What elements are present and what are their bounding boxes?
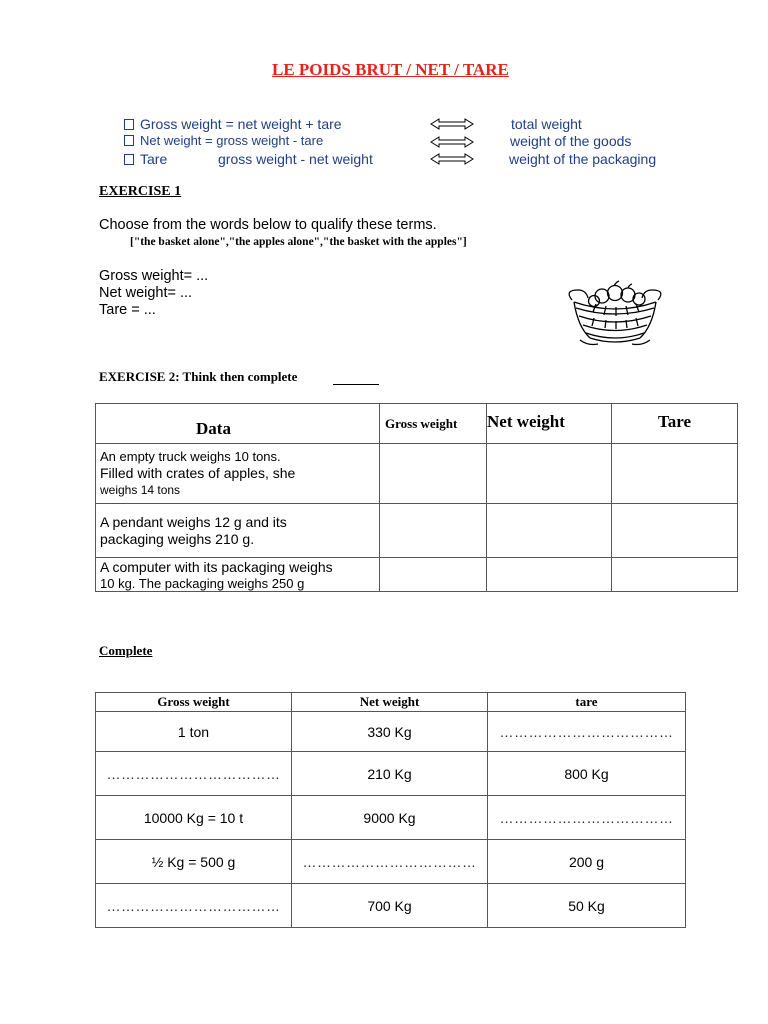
checkbox-icon: [124, 119, 134, 130]
gross-answer-cell[interactable]: [380, 504, 487, 558]
double-arrow-icon: [430, 136, 474, 148]
definition-gross-meaning: total weight: [511, 116, 582, 132]
table-row: [96, 444, 738, 504]
header-net-weight: Net weight: [487, 404, 612, 444]
checkbox-icon: [124, 154, 134, 165]
table-header-row: [96, 693, 686, 712]
definition-net-formula: Net weight = gross weight - tare: [140, 133, 324, 148]
header-gross-weight: Gross weight: [96, 693, 292, 712]
tare-answer-cell[interactable]: [612, 558, 738, 592]
row-data-line: packaging weighs 210 g.: [100, 530, 255, 547]
exercise1-heading: EXERCISE 1: [99, 184, 182, 199]
complete-heading: Complete: [99, 643, 153, 658]
definition-tare-meaning: weight of the packaging: [509, 151, 657, 167]
tare-cell: 50 Kg: [488, 884, 686, 928]
apple-basket-icon: [566, 280, 664, 356]
row-data-line: A computer with its packaging weighs: [100, 558, 333, 575]
header-data: Data: [96, 404, 380, 444]
gross-cell: ½ Kg = 500 g: [96, 840, 292, 884]
double-arrow-icon: [430, 153, 474, 165]
net-answer-cell[interactable]: [487, 444, 612, 504]
row-data-cell: [96, 504, 380, 558]
row-data-cell: [96, 444, 380, 504]
row-data-line: weighs 14 tons: [100, 483, 181, 497]
table-header-row: [96, 404, 738, 444]
gross-blank[interactable]: ………………………………: [96, 884, 292, 928]
checkbox-icon: [124, 135, 134, 146]
tare-cell: 200 g: [488, 840, 686, 884]
question-gross: Gross weight= ...: [99, 268, 209, 284]
net-answer-cell[interactable]: [487, 558, 612, 592]
exercise2-table: [95, 403, 738, 592]
header-net-weight: Net weight: [292, 693, 488, 712]
table-row: [96, 712, 686, 752]
table-row: [96, 884, 686, 928]
net-cell: 9000 Kg: [292, 796, 488, 840]
net-answer-cell[interactable]: [487, 504, 612, 558]
tare-blank[interactable]: ………………………………: [488, 796, 686, 840]
table-row: [96, 504, 738, 558]
row-data-line: An empty truck weighs 10 tons.: [100, 449, 281, 464]
definition-gross: [124, 116, 342, 132]
tare-answer-cell[interactable]: [612, 444, 738, 504]
exercise2-heading: EXERCISE 2: Think then complete: [99, 369, 298, 384]
definition-gross-formula: Gross weight = net weight + tare: [140, 116, 342, 132]
exercise1-word-choices: ["the basket alone","the apples alone","the basket with the apples"]: [130, 236, 467, 248]
definition-net-meaning: weight of the goods: [510, 133, 632, 149]
heading-underline: [333, 384, 379, 385]
tare-cell: 800 Kg: [488, 752, 686, 796]
exercise1-instruction: Choose from the words below to qualify these terms.: [99, 217, 437, 233]
net-cell: 210 Kg: [292, 752, 488, 796]
header-tare: tare: [488, 693, 686, 712]
row-data-cell: [96, 558, 380, 592]
complete-table: [95, 692, 686, 928]
page-title: LE POIDS BRUT / NET / TARE: [272, 60, 509, 79]
definition-tare: [124, 151, 167, 167]
gross-blank[interactable]: ………………………………: [96, 752, 292, 796]
table-row: [96, 840, 686, 884]
tare-blank[interactable]: ………………………………: [488, 712, 686, 752]
net-blank[interactable]: ………………………………: [292, 840, 488, 884]
question-net: Net weight= ...: [99, 285, 193, 301]
row-data-line: A pendant weighs 12 g and its: [100, 513, 287, 530]
header-tare: Tare: [612, 404, 738, 444]
definition-net: [124, 133, 323, 148]
definition-tare-formula: gross weight - net weight: [218, 151, 373, 167]
gross-answer-cell[interactable]: [380, 444, 487, 504]
row-data-line: 10 kg. The packaging weighs 250 g: [100, 575, 305, 591]
table-row: [96, 752, 686, 796]
question-tare: Tare = ...: [99, 302, 156, 318]
table-row: [96, 796, 686, 840]
row-data-line: Filled with crates of apples, she: [100, 465, 296, 481]
header-gross-weight: Gross weight: [380, 404, 487, 444]
tare-answer-cell[interactable]: [612, 504, 738, 558]
double-arrow-icon: [430, 118, 474, 130]
gross-cell: 1 ton: [96, 712, 292, 752]
gross-answer-cell[interactable]: [380, 558, 487, 592]
net-cell: 330 Kg: [292, 712, 488, 752]
net-cell: 700 Kg: [292, 884, 488, 928]
gross-cell: 10000 Kg = 10 t: [96, 796, 292, 840]
definition-tare-label: Tare: [140, 151, 168, 167]
table-row: [96, 558, 738, 592]
